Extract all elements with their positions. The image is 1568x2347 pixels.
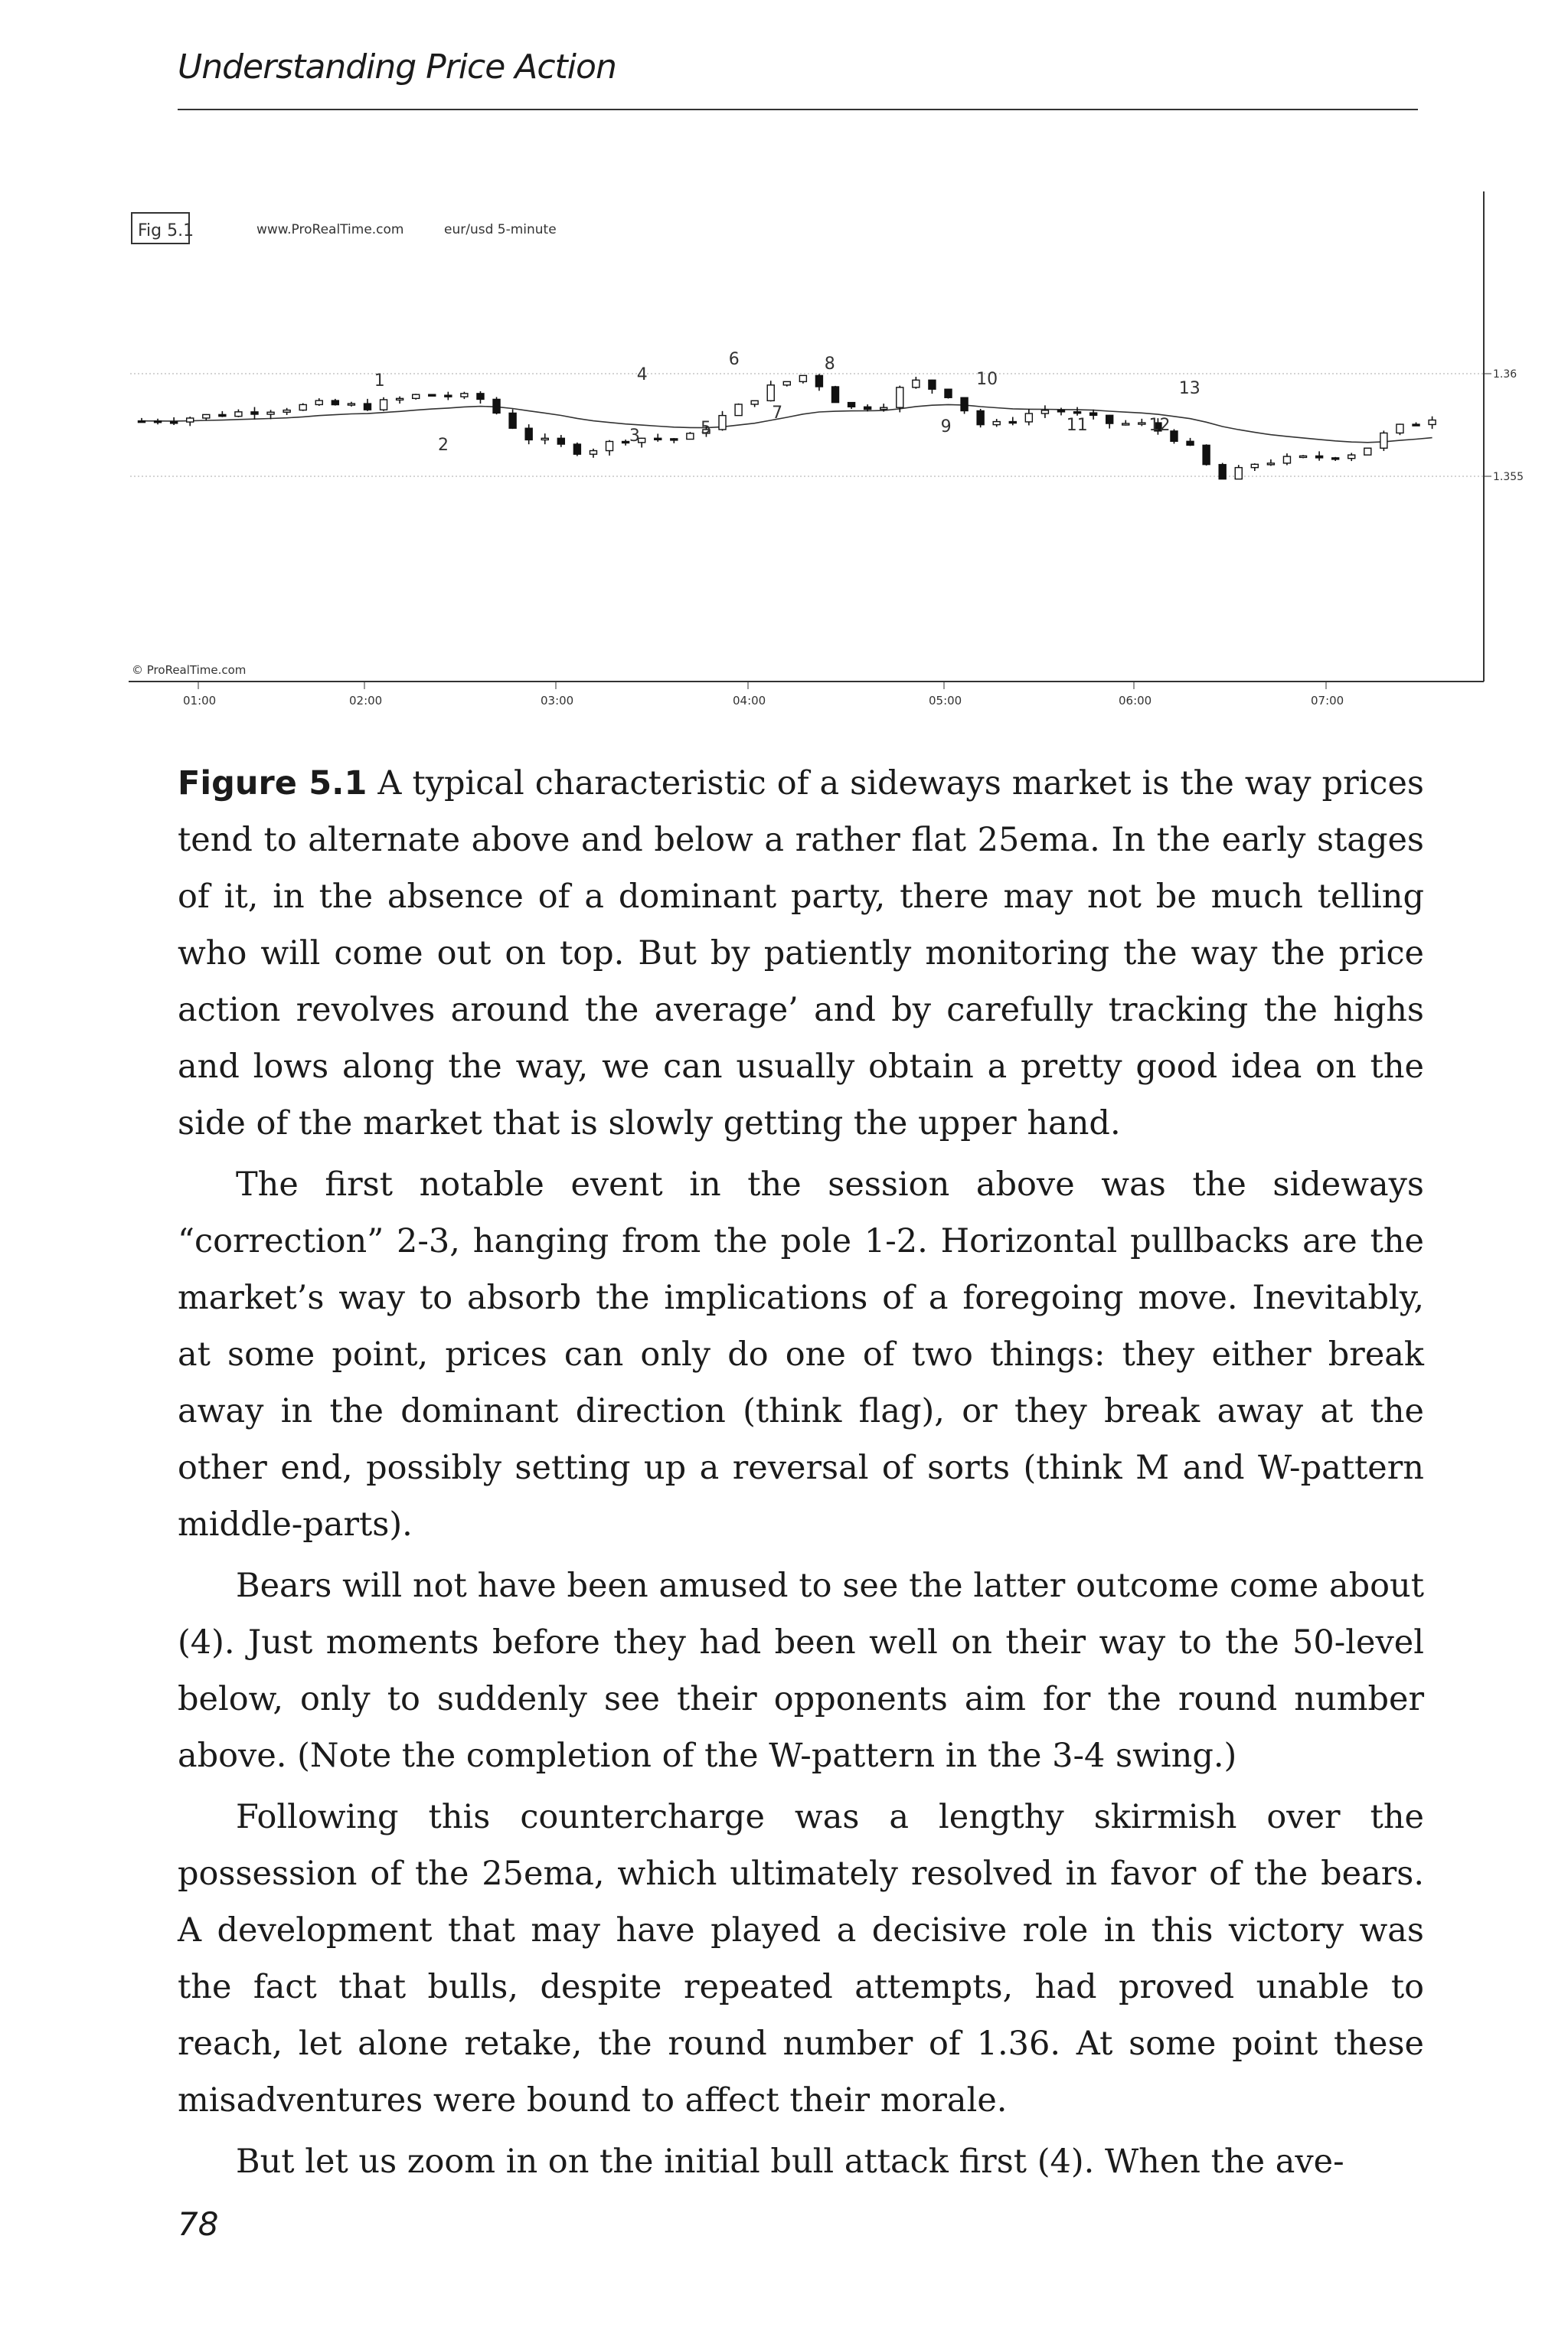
candle (348, 402, 354, 407)
candle-up-body (1122, 423, 1129, 425)
price-tick-label: 1.355 (1493, 471, 1524, 483)
candle-up-body (187, 418, 194, 422)
candle (1203, 444, 1210, 466)
candle (751, 400, 758, 407)
candle (1122, 420, 1129, 426)
candle-up-body (381, 400, 387, 410)
time-tick-label: 04:00 (733, 694, 766, 708)
candle-up-body (751, 400, 758, 404)
candle (573, 443, 580, 456)
candle-down-body (1057, 410, 1064, 412)
candle-down-body (139, 421, 145, 423)
candle (590, 449, 596, 458)
candle-down-body (155, 421, 162, 423)
candle (783, 381, 790, 387)
candle-down-body (573, 444, 580, 454)
candle (364, 399, 371, 411)
candle-up-body (799, 375, 806, 381)
time-tick-label: 02:00 (349, 694, 383, 708)
candle-down-body (1106, 415, 1113, 423)
header-rule (178, 109, 1418, 110)
candle-down-body (1187, 441, 1194, 445)
chart-instrument: eur/usd 5-minute (444, 222, 557, 237)
candle (815, 374, 822, 391)
candlesticks (139, 374, 1436, 479)
candle-up-body (1267, 463, 1274, 465)
paragraph-1: The first notable event in the session above was the sideways “correction” 2-3, hanging from the pole 1-2. Horizontal pullbacks are the market’s way to absorb the implications of a foregoing move. Inevitably, at some point, prices can only do one of two things: they either break away in the dominant direction (think flag), or they break away at the other end, possibly setting up a reversal of sorts (think M and W-pattern middle-parts). (178, 1165, 1424, 1544)
candle-up-body (283, 410, 290, 413)
candle-down-body (445, 395, 452, 397)
chart-source: www.ProRealTime.com (256, 222, 404, 237)
candle-down-body (171, 422, 178, 423)
price-tick-label: 1.36 (1493, 368, 1517, 381)
candle (1090, 410, 1097, 420)
candle-up-body (735, 404, 742, 416)
candle-down-body (1090, 413, 1097, 415)
candle (299, 404, 306, 411)
candle (1380, 430, 1387, 451)
candle-down-body (961, 397, 968, 410)
candle (1025, 409, 1032, 426)
candle-down-body (945, 389, 952, 397)
candle (139, 418, 145, 423)
candle-up-body (1251, 464, 1258, 467)
candle (1009, 417, 1016, 426)
candle-down-body (1219, 465, 1226, 479)
candle (203, 414, 210, 420)
candle (1187, 438, 1194, 446)
swing-label: 10 (976, 370, 998, 389)
candle-up-body (783, 381, 790, 384)
candle (735, 404, 742, 416)
candle-down-body (251, 412, 258, 414)
candle (945, 389, 952, 399)
candle (413, 394, 420, 400)
candle-down-body (364, 404, 371, 410)
candle (155, 419, 162, 424)
candle-up-body (913, 380, 920, 387)
candle-up-body (315, 400, 322, 404)
candle-up-body (1364, 448, 1371, 455)
candle-up-body (993, 422, 1000, 425)
candle (541, 433, 548, 444)
candle (332, 399, 338, 406)
candle (557, 435, 564, 447)
candle (977, 409, 984, 427)
candle-down-body (929, 380, 936, 389)
candle-up-body (267, 412, 274, 414)
candle (767, 381, 774, 401)
candle-down-body (832, 387, 839, 403)
candle-down-body (1074, 412, 1081, 414)
candle (622, 440, 629, 446)
candle (1219, 463, 1226, 479)
swing-label: 12 (1148, 416, 1171, 435)
ema-25-line (142, 404, 1432, 442)
figure-caption-label: Figure 5.1 (178, 764, 368, 802)
time-tick-label: 01:00 (183, 694, 217, 708)
candle (929, 380, 936, 394)
candle-down-body (1009, 422, 1016, 423)
time-tick-label: 05:00 (929, 694, 962, 708)
candle (1332, 457, 1339, 461)
candle-down-body (219, 414, 226, 416)
candle-up-body (606, 441, 613, 450)
candle (1251, 463, 1258, 471)
chart-watermark: © ProRealTime.com (132, 663, 247, 677)
body-text (178, 755, 1424, 2190)
candle-up-body (413, 394, 420, 398)
candle (1348, 453, 1355, 461)
candle-down-body (815, 375, 822, 387)
candle-up-body (590, 451, 596, 455)
candle (1316, 451, 1323, 460)
figure-caption-text: A typical characteristic of a sideways market is the way prices tend to alternate above and below a rather flat 25ema. In the early stages of it, in the absence of a dominant party, there may not be much telling who will come out on top. But by patiently monitoring the way the price action revolves around the average’ and by carefully tracking the highs and lows along the way, we can usually obtain a pretty good idea on the side of the market that is slowly getting the upper hand. (178, 764, 1424, 1142)
candle-down-body (332, 400, 338, 404)
candle (1106, 415, 1113, 429)
price-tick-labels (1484, 368, 1524, 483)
swing-label: 9 (940, 417, 952, 436)
candle-down-body (1171, 431, 1178, 441)
candle (719, 411, 726, 431)
candle (509, 409, 516, 429)
candle (606, 440, 613, 456)
candle-up-body (235, 412, 242, 417)
swing-label: 5 (701, 419, 711, 438)
candle (687, 432, 694, 440)
candle-down-body (493, 399, 500, 413)
candle-up-body (719, 416, 726, 430)
candle (1300, 455, 1307, 458)
candle-up-body (1138, 423, 1145, 424)
candle (1171, 429, 1178, 443)
paragraph-2: Bears will not have been amused to see the latter outcome come about (4). Just moments before they had been well on their way to the 50-level below, only to suddenly see their opponents aim for the round number above. (Note the completion of the W-pattern in the 3-4 swing.) (178, 1567, 1424, 1775)
candle-up-body (461, 394, 468, 397)
candle (848, 402, 855, 409)
candle-up-body (541, 438, 548, 440)
candle-up-body (1235, 468, 1242, 479)
candle-up-body (1396, 424, 1403, 433)
swing-label: 2 (438, 436, 449, 455)
candle-up-body (1025, 414, 1032, 422)
candle-down-body (429, 394, 436, 396)
ema-path (142, 404, 1432, 442)
price-chart (122, 184, 1524, 720)
candle-down-body (864, 407, 871, 409)
candle-down-body (509, 413, 516, 428)
candle-up-body (348, 404, 354, 405)
candle-up-body (880, 407, 887, 409)
candle (1283, 453, 1290, 465)
candle (1138, 419, 1145, 427)
candle-up-body (203, 414, 210, 418)
candle-down-body (557, 438, 564, 444)
candle-up-body (299, 404, 306, 410)
candle (251, 407, 258, 420)
candle-up-body (1348, 455, 1355, 459)
time-tick-label: 06:00 (1119, 694, 1152, 708)
candle-down-body (977, 410, 984, 424)
candle (1235, 465, 1242, 479)
candle-up-body (1300, 456, 1307, 457)
time-tick-label: 03:00 (541, 694, 574, 708)
candle (913, 377, 920, 389)
candle (315, 398, 322, 406)
page-number: 78 (178, 2205, 219, 2243)
candle-up-body (397, 398, 403, 400)
candle (1413, 422, 1419, 426)
candle (961, 397, 968, 414)
candle-down-body (622, 441, 629, 443)
candle (655, 433, 662, 441)
candle (1267, 459, 1274, 466)
candle-down-body (525, 428, 532, 440)
swing-label: 7 (772, 404, 783, 423)
candle-up-body (767, 385, 774, 400)
candle (461, 392, 468, 399)
candle (187, 417, 194, 426)
swing-label: 13 (1178, 379, 1200, 398)
candle (235, 410, 242, 417)
candle-down-body (848, 403, 855, 407)
candle-up-body (1041, 410, 1048, 414)
candle (799, 375, 806, 384)
candle-down-body (1413, 424, 1419, 426)
swing-label: 11 (1066, 416, 1088, 435)
candle (1396, 423, 1403, 435)
candle (219, 411, 226, 417)
swing-label: 4 (636, 365, 648, 384)
paragraph-3: Following this countercharge was a lengthy skirmish over the possession of the 25ema, which ultimately resolved in favor of the bears. A development that may have played a decisive role in this victory was the fact that bulls, despite repeated attempts, had proved unable to reach, let alone retake, the round number of 1.36. At some point these misadventures were bound to affect their morale. (178, 1798, 1424, 2120)
candle (525, 424, 532, 444)
candle (429, 394, 436, 397)
candle (283, 408, 290, 415)
swing-label: 3 (629, 427, 640, 446)
running-head: Understanding Price Action (178, 47, 616, 87)
candle-up-body (897, 387, 903, 407)
candle-down-body (477, 394, 484, 400)
candle-down-body (1316, 456, 1323, 457)
candle (1364, 448, 1371, 455)
candle (671, 438, 678, 443)
candle (445, 392, 452, 400)
candle-up-body (1283, 456, 1290, 463)
chart-svg (122, 184, 1524, 720)
swing-label: 1 (374, 371, 385, 391)
candle (493, 397, 500, 414)
candle-down-body (671, 439, 678, 440)
swing-label: 8 (824, 355, 835, 374)
paragraph-4: But let us zoom in on the initial bull attack first (4). When the ave- (236, 2143, 1344, 2181)
fig-tag: Fig 5.1 (138, 221, 194, 240)
swing-label: 6 (728, 350, 740, 369)
candle (1041, 405, 1048, 418)
candle (993, 419, 1000, 427)
candle-up-body (1380, 433, 1387, 448)
candle-down-body (1332, 458, 1339, 459)
candle (381, 397, 387, 411)
candle-down-body (655, 438, 662, 440)
chart-gridlines (130, 374, 1484, 476)
candle (832, 386, 839, 403)
time-tick-labels (183, 682, 1344, 708)
candle-up-body (1429, 420, 1436, 425)
candle-down-body (1203, 445, 1210, 464)
time-tick-label: 07:00 (1311, 694, 1344, 708)
candle (1429, 417, 1436, 429)
candle (1074, 407, 1081, 416)
candle-up-body (687, 433, 694, 440)
candle (397, 397, 403, 404)
figure-caption (178, 755, 1424, 1152)
candle (477, 391, 484, 404)
